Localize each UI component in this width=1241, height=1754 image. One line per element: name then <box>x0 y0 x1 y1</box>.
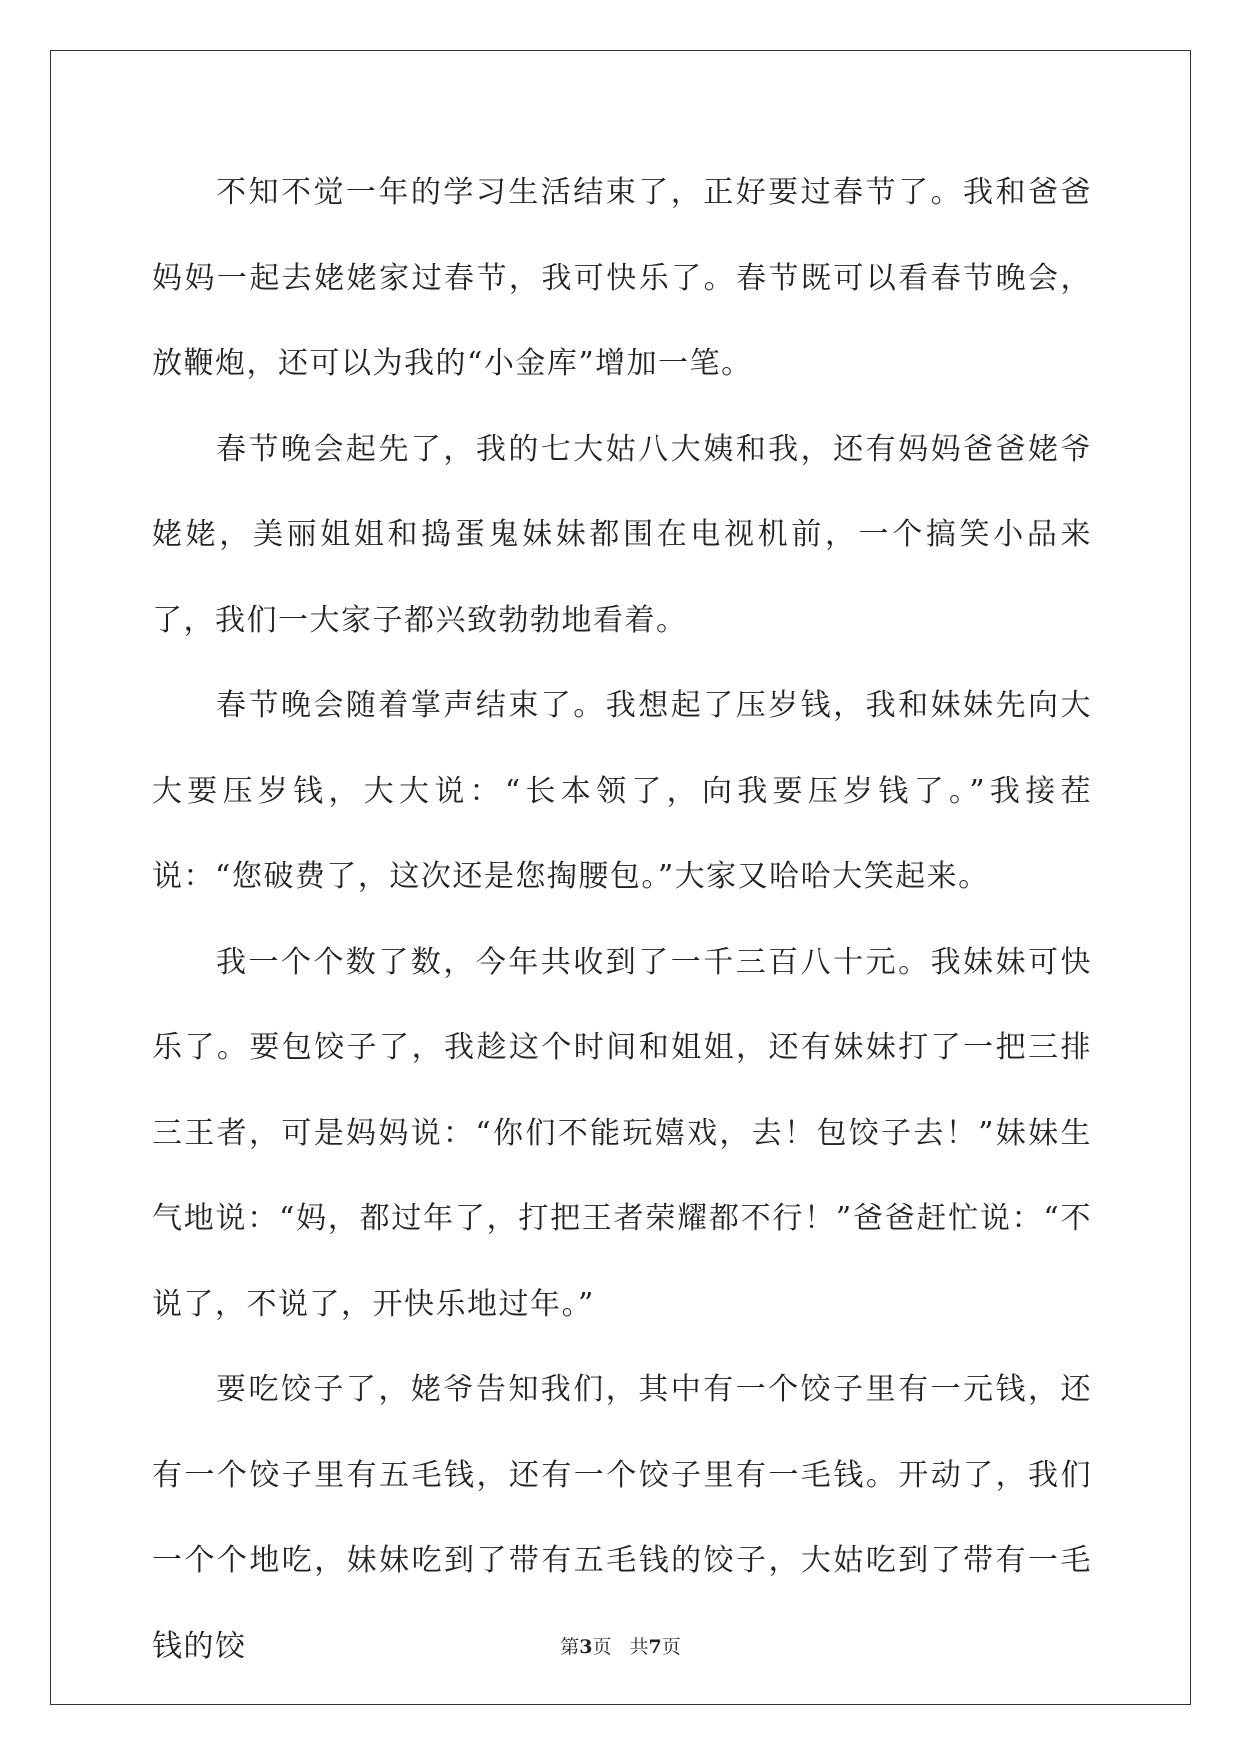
paragraph-4: 我一个个数了数，今年共收到了一千三百八十元。我妹妹可快乐了。要包饺子了，我趁这个时间和姐姐，还有妹妹打了一把三排三王者，可是妈妈说：“你们不能玩嬉戏，去！包饺子去！”妹妹生气地说：“妈，都过年了，打把王者荣耀都不行！”爸爸赶忙说：“不说了，不说了，开快乐地过年。” <box>152 944 1092 1322</box>
paragraph-5: 要吃饺子了，姥爷告知我们，其中有一个饺子里有一元钱，还有一个饺子里有五毛钱，还有一个饺子里有一毛钱。开动了，我们一个个地吃，妹妹吃到了带有五毛钱的饺子，大姑吃到了带有一毛钱的饺 <box>152 1372 1092 1664</box>
page-prefix: 第 <box>560 1636 580 1658</box>
page-total: 7 <box>648 1636 662 1658</box>
paragraph-2: 春节晚会起先了，我的七大姑八大姨和我，还有妈妈爸爸姥爷姥姥，美丽姐姐和捣蛋鬼妹妹都围在电视机前，一个搞笑小品来了，我们一大家子都兴致勃勃地看着。 <box>152 431 1092 638</box>
page-footer <box>0 1632 1241 1659</box>
page-suffix: 页 <box>592 1636 612 1658</box>
paragraph-3: 春节晚会随着掌声结束了。我想起了压岁钱，我和妹妹先向大大要压岁钱，大大说：“长本领了，向我要压岁钱了。”我接茬说：“您破费了，这次还是您掏腰包。”大家又哈哈大笑起来。 <box>152 688 1092 894</box>
paragraph-1: 不知不觉一年的学习生活结束了，正好要过春节了。我和爸爸妈妈一起去姥姥家过春节，我可快乐了。春节既可以看春节晚会，放鞭炮，还可以为我的“小金库”增加一笔。 <box>152 175 1092 381</box>
total-suffix: 页 <box>661 1636 681 1658</box>
document-body <box>152 150 1092 1689</box>
total-prefix: 共 <box>629 1636 649 1658</box>
page-current: 3 <box>579 1636 593 1658</box>
